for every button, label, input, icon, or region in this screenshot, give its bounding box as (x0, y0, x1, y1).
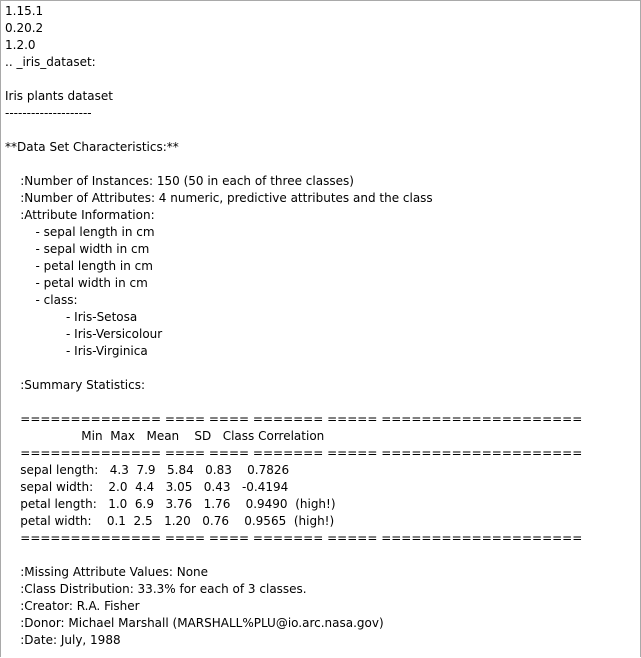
console-output-text: 1.15.1 0.20.2 1.2.0 .. _iris_dataset: Iris plants dataset -------------------- **Data Set Characteristics:** :Number of Instances: 150 (50 in each of three classes) :Number of Attributes: 4 numeric, predictive attributes and the class :Attribute Information: - sepal length in cm - sepal width in cm - petal length in cm - petal width in cm - class: - Iris-Setosa - Iris-Versicolour - Iris-Virginica :Summary Statistics: ============== ==== ==== ======= ===== ==================== Min Max Mean SD Class Correlation ============== ==== ==== ======= ===== ==================== sepal length: 4.3 7.9 5.84 0.83 0.7826 sepal width: 2.0 4.4 3.05 0.43 -0.4194 petal length: 1.0 6.9 3.76 1.76 0.9490 (high!) petal width: 0.1 2.5 1.20 0.76 0.9565 (high!) ============== ==== ==== ======= ===== ==================== :Missing Attribute Values: None :Class Distribution: 33.3% for each of 3 classes. :Creator: R.A. Fisher :Donor: Michael Marshall (MARSHALL%PLU@io.arc.nasa.gov) :Date: July, 1988 (5, 4, 583, 647)
